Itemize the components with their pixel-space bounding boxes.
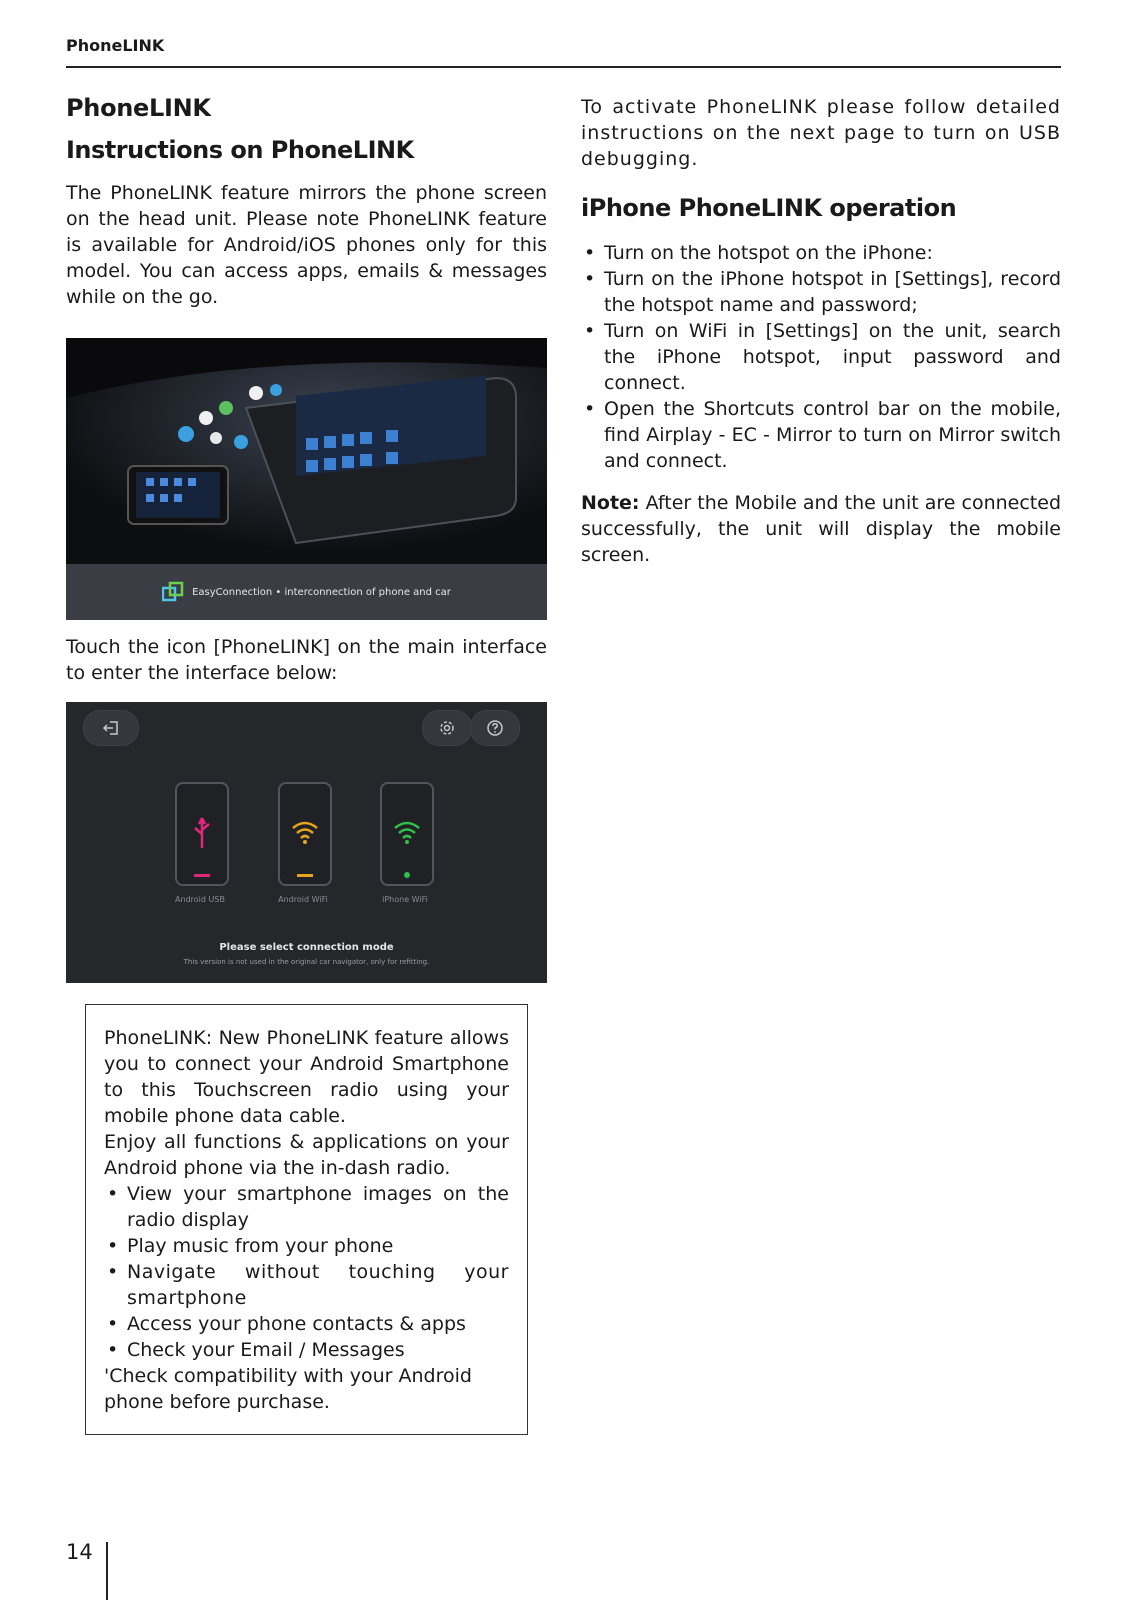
footer-rule: [106, 1542, 108, 1600]
activation-paragraph: To activate PhoneLINK please follow detailed instructions on the next page to turn on USB debugging.: [581, 96, 1061, 170]
figure-caption: EasyConnection • interconnection of phone and car: [192, 586, 451, 598]
dashboard-photo: [66, 338, 547, 620]
page-title: PhoneLINK: [66, 94, 211, 122]
gear-icon: [438, 719, 456, 737]
list-item: • Turn on the hotspot on the iPhone:: [581, 240, 1061, 266]
iphone-wifi-phone: [380, 782, 434, 886]
wifi-icon: [382, 784, 432, 884]
connection-mode-screenshot: [66, 702, 547, 983]
intro-paragraph: The PhoneLINK feature mirrors the phone screen on the head unit. Please note PhoneLINK feature is available for Android/iOS phones only for this model. You can access apps, emails & messages while on the go.: [66, 182, 547, 308]
note-paragraph: [581, 490, 1061, 568]
car-dashboard-illustration: [66, 338, 547, 564]
touch-instruction: Touch the icon [PhoneLINK] on the main interface to enter the interface below:: [66, 636, 547, 684]
note-label: Note:: [581, 492, 640, 514]
left-column: [66, 94, 547, 983]
box-footer: 'Check compatibility with your Android phone before purchase.: [104, 1365, 472, 1413]
list-item: • View your smartphone images on the radio display: [104, 1181, 509, 1233]
usb-icon: [177, 784, 227, 884]
android-wifi-label: Android WiFi: [278, 895, 328, 904]
section-heading: Instructions on PhoneLINK: [66, 136, 414, 164]
running-head: PhoneLINK: [66, 36, 165, 55]
list-item: • Access your phone contacts & apps: [104, 1311, 509, 1337]
list-item: • Open the Shortcuts control bar on the mobile, find Airplay - EC - Mirror to turn on Mirror switch and connect.: [581, 396, 1061, 474]
note-text: After the Mobile and the unit are connected successfully, the unit will display the mobile screen.: [581, 492, 1061, 566]
page-number: 14: [66, 1540, 93, 1564]
help-icon: [486, 719, 504, 737]
box-paragraph-2: Enjoy all functions & applications on your Android phone via the in-dash radio.: [104, 1131, 509, 1179]
android-usb-label: Android USB: [175, 895, 225, 904]
right-column: [581, 94, 1061, 568]
android-usb-phone: [175, 782, 229, 886]
list-item: • Check your Email / Messages: [104, 1337, 509, 1363]
iphone-steps-list: [581, 240, 1061, 474]
wifi-icon: [280, 784, 330, 884]
exit-icon: [102, 720, 120, 736]
list-item: • Navigate without touching your smartphone: [104, 1259, 509, 1311]
feature-list: [104, 1181, 509, 1363]
box-paragraph-1: PhoneLINK: New PhoneLINK feature allows you to connect your Android Smartphone to this Touchscreen radio using your mobile phone data cable.: [104, 1027, 509, 1127]
iphone-wifi-label: iPhone WiFi: [382, 895, 428, 904]
list-item: • Turn on the iPhone hotspot in [Settings], record the hotspot name and password;: [581, 266, 1061, 318]
phonelink-info-box: [85, 1004, 528, 1435]
help-button: [470, 710, 520, 746]
list-item: • Play music from your phone: [104, 1233, 509, 1259]
connection-mode-note: This version is not used in the original car navigator, only for refitting.: [183, 958, 430, 966]
back-button: [83, 710, 139, 746]
settings-button: [422, 710, 472, 746]
header-rule: [66, 66, 1061, 68]
android-wifi-phone: [278, 782, 332, 886]
connection-mode-title: Please select connection mode: [219, 942, 394, 953]
easyconnection-logo-icon: [162, 581, 184, 603]
list-item: • Turn on WiFi in [Settings] on the unit, search the iPhone hotspot, input password and connect.: [581, 318, 1061, 396]
figure-caption-bar: [66, 564, 547, 620]
iphone-operation-heading: iPhone PhoneLINK operation: [581, 194, 957, 222]
